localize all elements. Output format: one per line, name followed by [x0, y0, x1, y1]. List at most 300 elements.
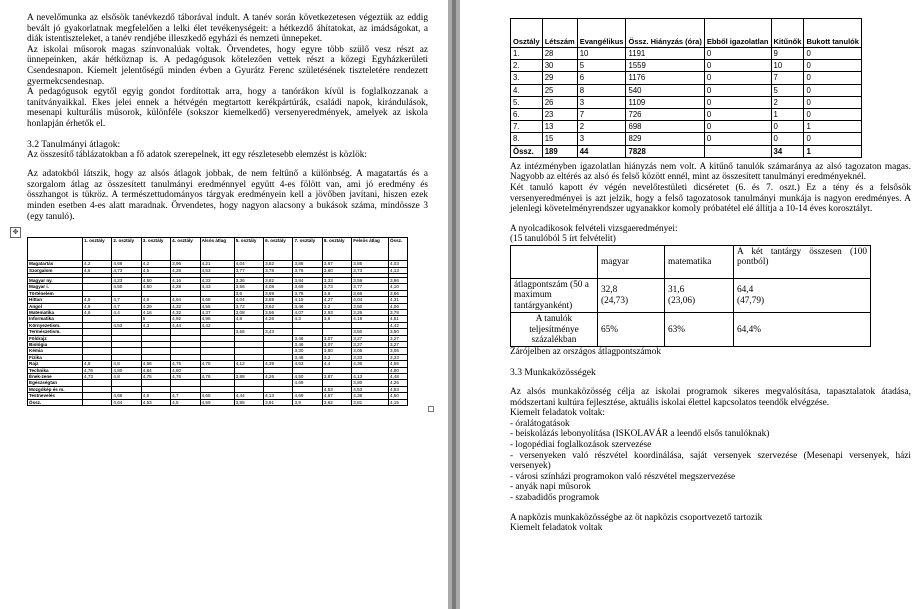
grade-cell: 3,36	[234, 277, 263, 283]
grade-cell: 3,81	[352, 399, 389, 405]
exam-value: 64,4	[737, 285, 754, 296]
grade-cell: 4,39	[264, 361, 293, 367]
paragraph: Az adatokból látszik, hogy az alsós átlagok jobbak, de nem feltűnő a különbség. A magatartás és a szorgalom átlag az összesített tanulmányi eredménnyel együtt 4-es fölött van, ami jó eredmény és összhangot is tükröz. A természettudományos tárgyak eredményein kell a jövőben javítani, hiszen ezek minden esetben 4-es alatt maradnak. Örvendetes, hogy nagyon alacsony a bukások száma, mindössze 3 (egy tanuló).	[27, 169, 428, 222]
grade-cell: 4,75	[141, 374, 170, 380]
list-item: - városi színházi programokon való részvétel megszervezése	[510, 471, 736, 482]
grade-cell: 4,67	[322, 393, 351, 399]
class-cell: 2.	[511, 60, 543, 72]
grade-cell: 3,72	[234, 303, 263, 309]
subject-cell: Fizika	[28, 354, 83, 360]
grade-cell: 4,33	[200, 277, 234, 283]
class-cell: 0	[771, 133, 804, 145]
class-cell: 0	[804, 133, 862, 145]
list-item: - versenyeken való részvétel koordinálása, saját versenyek szervezése (Mesenapi versenyek, házi versenyek)	[510, 450, 911, 472]
resize-handle-icon[interactable]	[428, 406, 434, 412]
grade-cell: 4,7	[112, 297, 141, 303]
grade-cell: 4,69	[293, 393, 322, 399]
class-cell: 0	[704, 96, 771, 108]
grade-table-header: 6. osztály	[264, 238, 293, 261]
class-cell: 726	[626, 109, 704, 121]
grade-cell: 3,56	[234, 329, 263, 335]
grade-table-header: 4. osztály	[171, 238, 200, 261]
grade-cell: 3,46	[293, 335, 322, 341]
class-cell: 1.	[511, 48, 543, 60]
grade-cell: 3,56	[234, 284, 263, 290]
list-item: - beiskolázás lebonyolítása (ISKOLAVÁR a leendő elsős tanulóknak)	[510, 429, 770, 440]
grade-cell: 4,16	[141, 309, 170, 315]
grade-cell: 3,50	[352, 303, 389, 309]
grade-cell: 4,53	[322, 386, 351, 392]
subject-cell: Rajz	[28, 361, 83, 367]
class-cell: 1176	[626, 72, 704, 84]
class-cell: 3	[577, 96, 626, 108]
grade-cell: 3,77	[352, 284, 389, 290]
class-cell: 0	[704, 121, 771, 133]
grade-cell: 4,42	[200, 322, 234, 328]
grade-cell: 4,50	[293, 374, 322, 380]
exam-value: 32,8	[601, 285, 618, 296]
list-item: - szabadidős programok	[510, 492, 600, 503]
grade-cell: 3,2	[322, 303, 351, 309]
grade-cell: 4,32	[171, 303, 200, 309]
exam-national-value: (47,79)	[737, 295, 765, 306]
tasks-title: Kiemelt feladatok voltak:	[510, 408, 606, 419]
grade-cell: 3,80	[322, 348, 351, 354]
section-heading: 3.2 Tanulmányi átlagok:	[27, 138, 121, 150]
grade-cell: 4,73	[83, 374, 112, 380]
grade-cell: 3,80	[352, 380, 389, 386]
grade-cell: 4,03	[388, 261, 407, 267]
exam-value: 65%	[598, 313, 665, 347]
grade-cell: 3,88	[234, 374, 263, 380]
class-cell: 10	[577, 48, 626, 60]
class-cell: 1109	[626, 96, 704, 108]
grade-cell: 4,8	[83, 361, 112, 367]
grade-cell: 4,19	[352, 316, 389, 322]
subject-cell: Ének-zene	[28, 374, 83, 380]
grade-cell: 4,53	[352, 386, 389, 392]
table-row	[511, 96, 862, 108]
subject-cell: Környezetism.	[28, 322, 83, 328]
grade-cell: 4,66	[141, 361, 170, 367]
grade-cell: 4,92	[171, 316, 200, 322]
paragraph: A napközis munkaközösségbe az öt napközis csoportvezető tartozik	[510, 512, 763, 523]
table-row	[511, 48, 862, 60]
grade-cell: 4,27	[322, 297, 351, 303]
subject-cell: Magyar ny.	[28, 277, 83, 283]
grade-cell: 3,91	[264, 399, 293, 405]
grade-cell: 3,05	[352, 348, 389, 354]
paragraph: Az intézményben igazolatlan hiányzás nem volt. A kitűnő tanulók számaránya az alsó tagozaton magas. Nagyobb az eltérés az alsó és felső között ennél, mint az összesített tanulmányi eredményeknél.	[510, 161, 911, 183]
grade-cell: 3,33	[322, 277, 351, 283]
grade-cell: 3,78	[293, 290, 322, 296]
grade-cell: 4,64	[112, 399, 141, 405]
subject-cell: Össz.	[28, 399, 83, 405]
grade-table-header: Felsős átlag	[352, 238, 389, 261]
class-cell: 7	[771, 72, 804, 84]
task-list	[510, 419, 911, 504]
grade-cell: 4,04	[352, 297, 389, 303]
grade-cell: 3,43	[264, 329, 293, 335]
total-cell: 7828	[626, 145, 704, 157]
grade-table-header: 1. osztály	[83, 238, 112, 261]
grade-cell: 3,62	[264, 303, 293, 309]
grade-cell: 4,4	[322, 361, 351, 367]
exam-national-value: (24,73)	[601, 295, 629, 306]
grade-cell: 4,36	[352, 361, 389, 367]
subject-cell: Informatika	[28, 316, 83, 322]
class-cell: 0	[704, 84, 771, 96]
grade-cell: 3,73	[352, 267, 389, 273]
subject-cell: Biológia	[28, 341, 83, 347]
class-cell: 0	[704, 109, 771, 121]
grade-cell: 4,04	[234, 261, 263, 267]
subject-cell: Technika	[28, 367, 83, 373]
class-cell: 0	[804, 72, 862, 84]
paragraph: A nevelőmunka az elsősök tanévkezdő táborával indult. A tanév során következetesen végeztük az eddig bevált jó gyakorlatnak megfelelően a lelki élet tevékenységeit: a hétkezdő áhítatokat, az imádságokat, a diák istentiszteleket, a tanév rendjébe illeszkedő egyházi és nemzeti ünnepeket.	[27, 13, 428, 45]
grade-cell: 3,27	[352, 341, 389, 347]
grade-cell: 5	[141, 316, 170, 322]
grade-cell: 3,84	[293, 277, 322, 283]
grade-table-header: 7. osztály	[293, 238, 322, 261]
grade-cell: 3,30	[293, 348, 322, 354]
grade-cell: 3,60	[322, 267, 351, 273]
grade-cell: 4,75	[171, 361, 200, 367]
grade-cell: 4,53	[293, 361, 322, 367]
grade-cell: 4,80	[171, 367, 200, 373]
grade-cell: 4,44	[171, 322, 200, 328]
grade-cell: 3,73	[322, 284, 351, 290]
class-cell: 29	[542, 72, 577, 84]
grade-cell: 4,21	[200, 261, 234, 267]
grade-cell: 4,07	[293, 309, 322, 315]
grade-table-header: 3. osztály	[141, 238, 170, 261]
grade-cell: 4,31	[388, 297, 407, 303]
grade-cell: 3,82	[264, 277, 293, 283]
grade-table-container	[12, 228, 428, 406]
class-table-header: Létszám	[542, 19, 577, 48]
subject-cell: Matematika	[28, 309, 83, 315]
grade-cell: 3,78	[264, 267, 293, 273]
subject-cell: Hittan	[28, 297, 83, 303]
class-cell: 0	[704, 60, 771, 72]
class-cell: 3.	[511, 72, 543, 84]
exam-results-table	[510, 245, 871, 347]
grade-cell: 4,53	[388, 386, 407, 392]
grade-cell: 2,93	[322, 309, 351, 315]
grade-cell: 3,56	[264, 309, 293, 315]
class-cell: 0	[771, 121, 804, 133]
grade-cell: 3,59	[352, 277, 389, 283]
grade-cell: 4,55	[388, 361, 407, 367]
grade-cell: 3,69	[293, 284, 322, 290]
grade-cell: 3,26	[352, 309, 389, 315]
class-cell: 7.	[511, 121, 543, 133]
class-cell: 15	[542, 133, 577, 145]
exam-cell	[665, 278, 734, 312]
grade-cell: 3,46	[293, 303, 322, 309]
subject-cell: Mozgókép és m.	[28, 386, 83, 392]
subject-cell: Testnevelés	[28, 393, 83, 399]
grade-cell: 4,44	[234, 393, 263, 399]
grade-cell	[83, 399, 112, 405]
class-cell: 0	[804, 84, 862, 96]
grade-cell: 4,15	[293, 297, 322, 303]
grade-cell: 3,96	[171, 261, 200, 267]
grade-cell: 3,82	[264, 261, 293, 267]
grade-cell: 3,2	[322, 354, 351, 360]
grade-cell: 3,6	[322, 290, 351, 296]
grade-cell: 4,75	[200, 361, 234, 367]
grade-cell: 4,8	[112, 361, 141, 367]
table-row	[511, 72, 862, 84]
class-table-header: Kitűnők	[771, 19, 804, 48]
table-row	[511, 121, 862, 133]
class-cell: 0	[804, 96, 862, 108]
class-cell: 7	[577, 109, 626, 121]
grade-cell: 4,4	[112, 309, 141, 315]
grade-cell: 4,73	[112, 267, 141, 273]
subject-cell: Történelem	[28, 290, 83, 296]
grade-cell: 3,05	[388, 348, 407, 354]
class-cell: 2	[577, 121, 626, 133]
class-cell: 1191	[626, 48, 704, 60]
table-row	[28, 399, 408, 405]
grade-cell: 3,85	[234, 399, 263, 405]
class-cell: 28	[542, 48, 577, 60]
grade-cell: 4,3	[293, 316, 322, 322]
page-divider-bar	[452, 0, 456, 609]
class-table-header: Össz. Hiányzás (óra)	[626, 19, 704, 48]
exam-row-label: A tanulók teljesítménye százalékban	[511, 313, 598, 347]
class-cell: 6.	[511, 109, 543, 121]
grade-cell: 3,08	[234, 309, 263, 315]
class-cell: 4.	[511, 84, 543, 96]
total-cell: 189	[542, 145, 577, 157]
exam-row-label: átlagpontszám (50 a maximum tantárgyanként)	[511, 278, 598, 312]
grade-cell: 3,50	[352, 329, 389, 335]
class-cell: 1	[804, 121, 862, 133]
grade-cell: 4,32	[171, 309, 200, 315]
subject-cell: Egészségtan	[28, 380, 83, 386]
class-cell: 0	[704, 133, 771, 145]
grade-cell: 4,59	[200, 399, 234, 405]
grade-table-header: 5. osztály	[234, 238, 263, 261]
subject-cell: Szorgalom	[28, 267, 83, 273]
grade-cell: 4,69	[293, 380, 322, 386]
class-cell: 0	[704, 72, 771, 84]
class-cell: 5	[771, 84, 804, 96]
grade-cell: 4,80	[112, 367, 141, 373]
subject-cell: Magatartás	[28, 261, 83, 267]
paragraph: Kiemelt feladatok voltak	[510, 523, 603, 534]
document-page-left[interactable]	[0, 0, 448, 609]
document-page-right[interactable]	[460, 0, 921, 609]
grade-cell: 4,2	[83, 261, 112, 267]
class-cell: 23	[542, 109, 577, 121]
exam-value: 64,4%	[734, 313, 871, 347]
class-cell: 0	[804, 48, 862, 60]
grade-cell: 3,76	[293, 267, 322, 273]
grade-cell: 3,07	[322, 335, 351, 341]
class-cell: 1559	[626, 60, 704, 72]
grade-cell: 4,28	[171, 267, 200, 273]
grade-cell: 4,5	[171, 399, 200, 405]
grade-cell: 4,12	[234, 361, 263, 367]
grade-table	[27, 237, 408, 406]
class-cell: 0	[704, 48, 771, 60]
class-statistics-table	[510, 18, 862, 158]
grade-cell: 4,7	[171, 393, 200, 399]
class-cell: 25	[542, 84, 577, 96]
grade-cell: 4,68	[200, 297, 234, 303]
paragraph: A pedagógusok egytől egyig gondot fordítottak arra, hogy a tanórákon kívül is foglalkozzanak a tanítványaikkal. Ekes jelei ennek a hétvégén megtartott kerékpártúrák, családi napok, kirándulások, mesenapi kulturális műsorok, különféle (sokszor kiemelkedő) versenyeredmények, amelyek az iskola honlapján érhetők el.	[27, 87, 428, 129]
table-row	[511, 60, 862, 72]
grade-table-header: Alsós átlag	[200, 238, 234, 261]
table-row	[511, 133, 862, 145]
class-cell: 6	[577, 72, 626, 84]
grade-cell: 3,96	[388, 277, 407, 283]
exam-note: Zárójelben az országos átlagpontszámok	[510, 347, 662, 358]
grade-cell: 4,42	[388, 322, 407, 328]
grade-cell: 4,76	[200, 374, 234, 380]
exam-title: A nyolcadikosok felvételi vizsgaeredményei:	[510, 223, 678, 234]
grade-cell: 4,23	[112, 277, 141, 283]
grade-table-header: Össz.	[388, 238, 407, 261]
grade-cell: 3,33	[352, 354, 389, 360]
grade-cell: 4,96	[200, 316, 234, 322]
grade-cell: 3,88	[293, 261, 322, 267]
grade-cell: 4,53	[112, 322, 141, 328]
grade-cell: 4,13	[352, 374, 389, 380]
grade-cell: 4,76	[171, 374, 200, 380]
grade-cell: 4,04	[234, 297, 263, 303]
subject-cell: Angol	[28, 303, 83, 309]
class-cell: 2	[771, 96, 804, 108]
grade-cell: 4,55	[200, 303, 234, 309]
grade-cell: 4,2	[141, 261, 170, 267]
grade-cell: 3,87	[322, 374, 351, 380]
grade-cell: 4,66	[112, 261, 141, 267]
class-cell: 9	[771, 48, 804, 60]
grade-cell: 3,27	[388, 341, 407, 347]
grade-cell: 4,16	[171, 277, 200, 283]
table-row	[511, 84, 862, 96]
class-cell: 5	[577, 60, 626, 72]
grade-cell: 4,3	[141, 322, 170, 328]
class-cell: 5.	[511, 96, 543, 108]
section-heading: 3.3 Munkaközösségek	[510, 367, 596, 379]
grade-cell: 4,50	[141, 284, 170, 290]
grade-cell: 4,80	[388, 367, 407, 373]
grade-cell: 3,66	[388, 290, 407, 296]
grade-cell: 4,5	[141, 267, 170, 273]
class-cell: 26	[542, 96, 577, 108]
grade-cell: 4,48	[388, 374, 407, 380]
class-cell: 698	[626, 121, 704, 133]
total-cell: Össz.	[511, 145, 543, 157]
grade-cell: 4,08	[264, 284, 293, 290]
grade-cell: 3,69	[264, 297, 293, 303]
paragraph: Az iskolai műsorok magas színvonalúak voltak. Örvendetes, hogy egyre több szülő vesz részt az ünnepeinken, akár hétköznap is. A pedagógusok kötelezően vettek részt a közegi Egyházkerületi Csendesnapon. Kiemelt jelentőségű minden évben a Gyurátz Ferenc születésének tiszteletére rendezett gyermekcsendesnap.	[27, 44, 428, 87]
exam-header-magyar: magyar	[598, 245, 665, 278]
grade-cell: 3,50	[388, 329, 407, 335]
grade-cell: 3,46	[293, 341, 322, 347]
class-table-header: Bukott tanulók	[804, 19, 862, 48]
grade-cell: 3,33	[388, 354, 407, 360]
total-cell: 44	[577, 145, 626, 157]
grade-cell: 3,27	[388, 335, 407, 341]
grade-cell: 4,26	[264, 374, 293, 380]
grade-cell: 4,7	[112, 303, 141, 309]
grade-cell: 4,8	[112, 374, 141, 380]
class-cell: 540	[626, 84, 704, 96]
grade-table-header	[28, 238, 83, 261]
grade-cell: 4,28	[171, 284, 200, 290]
grade-cell: 4,76	[83, 367, 112, 373]
grade-cell: 4,38	[352, 393, 389, 399]
exam-value: 63%	[665, 313, 734, 347]
grade-cell: 3,85	[352, 261, 389, 267]
grade-cell: 3,69	[264, 290, 293, 296]
grade-cell: 4,53	[200, 267, 234, 273]
grade-table-header: 8. osztály	[322, 238, 351, 261]
grade-cell: 4,50	[112, 284, 141, 290]
total-cell	[704, 145, 771, 157]
class-cell: 829	[626, 133, 704, 145]
grade-cell: 4,9	[83, 297, 112, 303]
grade-cell: 4,29	[141, 303, 170, 309]
subject-cell: Kémia	[28, 348, 83, 354]
class-cell: 8	[577, 84, 626, 96]
grade-table-header: 2. osztály	[112, 238, 141, 261]
exam-header-empty	[511, 245, 598, 278]
grade-cell: 3,8	[322, 316, 351, 322]
intro-paragraphs	[27, 13, 428, 130]
grade-cell: 3,9	[293, 399, 322, 405]
list-item: - anyák napi műsorok	[510, 482, 591, 493]
grade-cell: 4,53	[141, 399, 170, 405]
grade-cell: 4,13	[264, 393, 293, 399]
grade-cell: 4,84	[141, 367, 170, 373]
paragraph: Az összesítő táblázatokban a fő adatok szerepelnek, itt egy részletesebb elemzést is közlök:	[27, 149, 367, 160]
grade-cell: 4,26	[264, 316, 293, 322]
paragraph: Az alsós munkaközösség célja az iskolai programok sikeres megvalósítása, tapasztalatok átadása, módszertani kultúra fejlesztése, aktuális iskolai élettel kapcsolatos teendők elvégzése.	[510, 387, 911, 408]
grade-cell: 4,6	[141, 297, 170, 303]
exam-cell	[734, 278, 871, 312]
total-cell: 1	[804, 145, 862, 157]
class-cell: 1	[771, 109, 804, 121]
exam-header-matek: matematika	[665, 245, 734, 278]
exam-national-value: (23,06)	[668, 295, 696, 306]
subject-cell: Földrajz	[28, 335, 83, 341]
total-cell: 34	[771, 145, 804, 157]
class-cell: 0	[804, 60, 862, 72]
class-cell: 10	[771, 60, 804, 72]
grade-cell: 4,9	[83, 303, 112, 309]
class-cell: 3	[577, 133, 626, 145]
grade-cell: 3,66	[352, 290, 389, 296]
class-cell: 13	[542, 121, 577, 133]
class-cell: 8.	[511, 133, 543, 145]
total-row	[511, 145, 862, 157]
move-icon[interactable]: ✥	[10, 227, 21, 238]
grade-cell: 4,51	[388, 316, 407, 322]
grade-cell: 3,6	[234, 290, 263, 296]
grade-cell: 3,78	[388, 309, 407, 315]
grade-cell: 4,6	[83, 267, 112, 273]
grade-cell: 4,65	[200, 393, 234, 399]
